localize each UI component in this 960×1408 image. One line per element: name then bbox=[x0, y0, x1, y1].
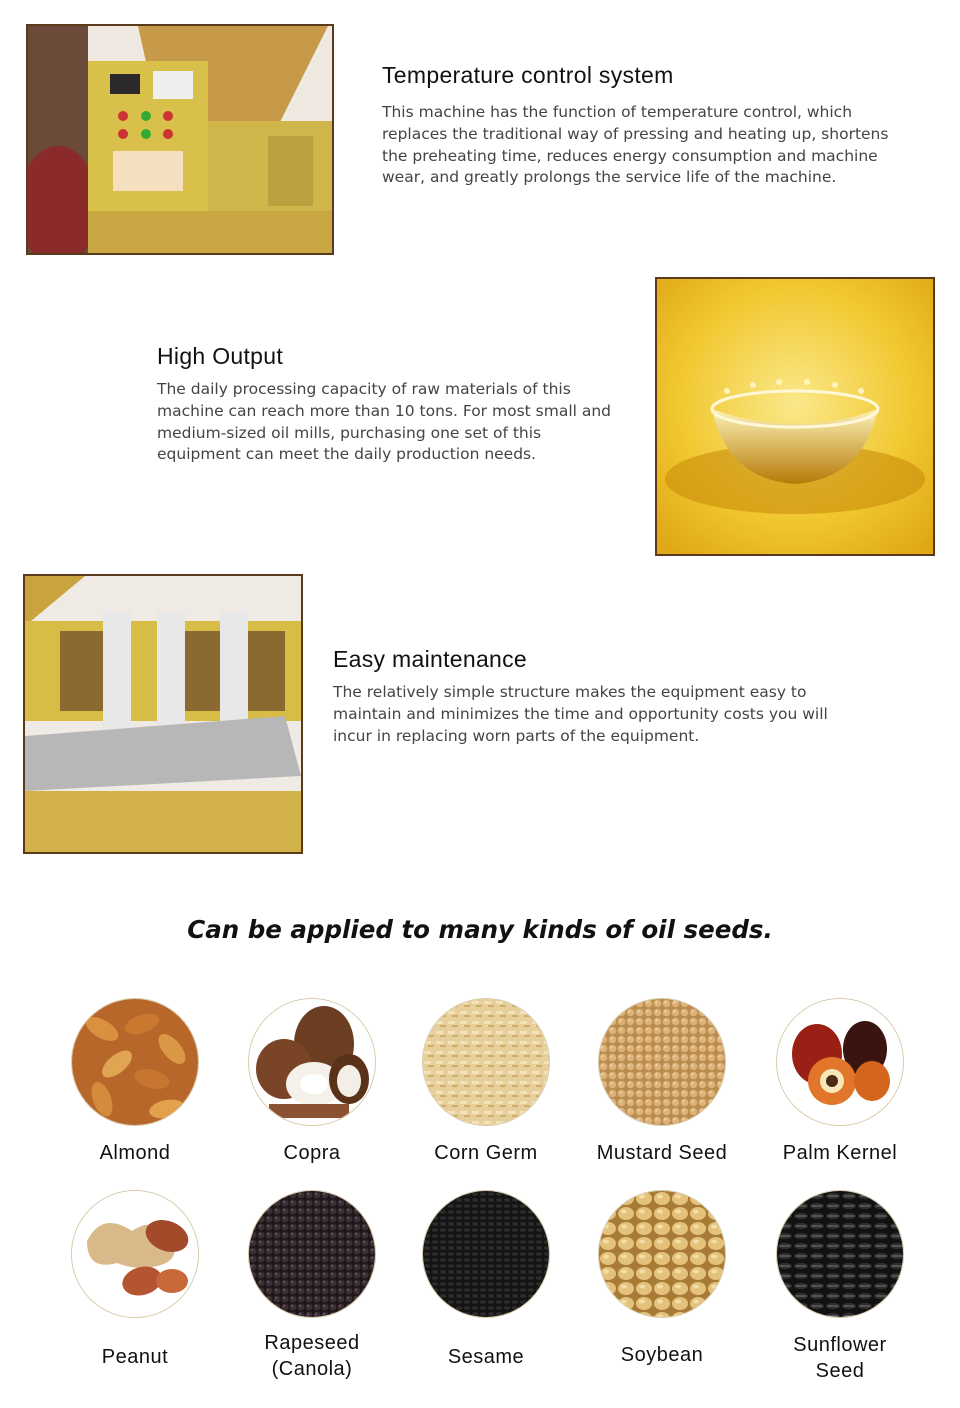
feature-body-high-output: The daily processing capacity of raw materials of this machine can reach more than 10 tons. For most small and medium-sized oil mills, purchasing one set of this equipment can meet the daily production needs. bbox=[157, 380, 612, 464]
seed-corn-germ bbox=[398, 998, 574, 1166]
sesame-image bbox=[422, 1190, 550, 1318]
corn-germ-image bbox=[422, 998, 550, 1126]
seed-almond bbox=[47, 998, 223, 1166]
seed-label: Sunflower Seed bbox=[793, 1334, 887, 1382]
almond-image bbox=[71, 998, 199, 1126]
feature-body-temperature: This machine has the function of temperature control, which replaces the traditional way of pressing and heating up, shortens the preheating time, reduces energy consumption and machine wear, and greatly prolongs the service life of the machine. bbox=[382, 103, 889, 187]
sunflower-seed-image bbox=[776, 1190, 904, 1318]
seed-label: Soybean bbox=[620, 1344, 704, 1366]
seed-label: Mustard Seed bbox=[596, 1142, 728, 1164]
mustard-seed-image bbox=[598, 998, 726, 1126]
seed-soybean bbox=[574, 1190, 750, 1368]
copra-image bbox=[248, 998, 376, 1126]
peanut-image bbox=[71, 1190, 199, 1318]
oil-seeds-heading: Can be applied to many kinds of oil seeds. bbox=[187, 915, 773, 944]
seed-label: Rapeseed (Canola) bbox=[264, 1332, 360, 1380]
feature-body-maintenance: The relatively simple structure makes the equipment easy to maintain and minimizes the time and opportunity costs you will incur in replacing worn parts of the equipment. bbox=[333, 683, 828, 745]
seed-label: Corn Germ bbox=[434, 1142, 538, 1164]
maintenance-photo bbox=[23, 574, 303, 854]
seed-label: Peanut bbox=[101, 1346, 169, 1368]
feature-title-temperature: Temperature control system bbox=[382, 62, 674, 88]
seed-label: Copra bbox=[283, 1142, 341, 1164]
oil-splash-photo bbox=[655, 277, 935, 556]
seed-label: Sesame bbox=[447, 1346, 525, 1368]
seed-label: Palm Kernel bbox=[782, 1142, 898, 1164]
seed-sunflower-seed bbox=[752, 1190, 928, 1384]
temperature-control-photo bbox=[26, 24, 334, 255]
seed-palm-kernel bbox=[752, 998, 928, 1166]
soybean-image bbox=[598, 1190, 726, 1318]
palm-kernel-image bbox=[776, 998, 904, 1126]
seed-sesame bbox=[398, 1190, 574, 1370]
feature-title-high-output: High Output bbox=[157, 343, 284, 369]
seed-label: Almond bbox=[99, 1142, 171, 1164]
feature-title-maintenance: Easy maintenance bbox=[333, 646, 528, 672]
seed-copra bbox=[224, 998, 400, 1166]
seed-peanut bbox=[47, 1190, 223, 1370]
rapeseed-image bbox=[248, 1190, 376, 1318]
seed-mustard-seed bbox=[574, 998, 750, 1166]
seed-rapeseed bbox=[224, 1190, 400, 1382]
